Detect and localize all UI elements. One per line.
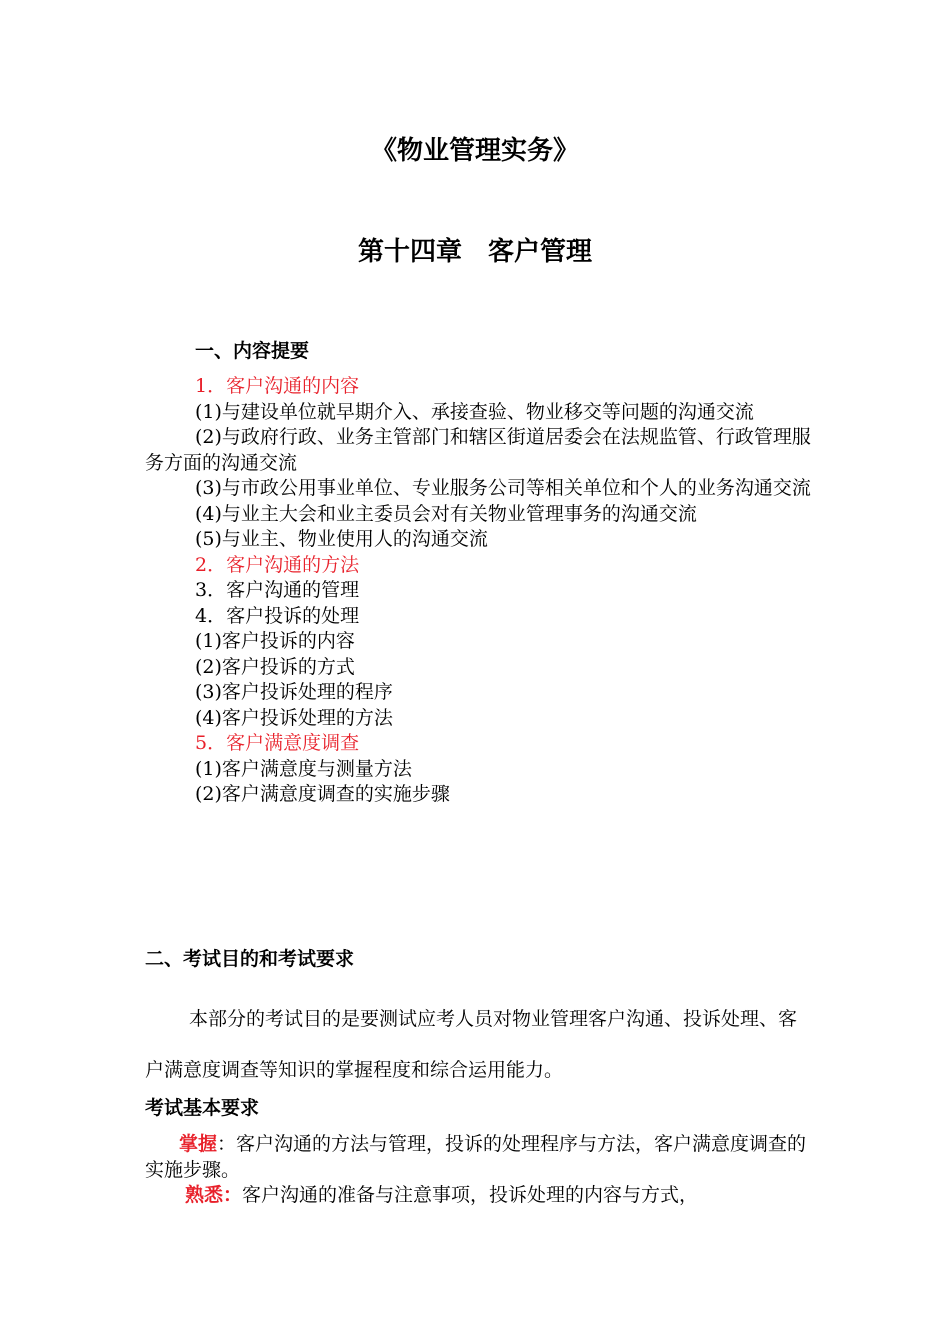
requirement-text-master: ：客户沟通的方法与管理，投诉的处理程序与方法，客户满意度调查的实施步骤。: [145, 1133, 807, 1181]
exam-purpose-paragraph: 本部分的考试目的是要测试应考人员对物业管理客户沟通、投诉处理、客户满意度调查等知识的掌握程度和综合运用能力。: [145, 1008, 798, 1081]
chapter-title: 第十四章 客户管理: [357, 237, 592, 267]
outline-item: (1)与建设单位就早期介入、承接查验、物业移交等问题的沟通交流: [195, 400, 754, 423]
outline-item: (5)与业主、物业使用人的沟通交流: [195, 528, 488, 550]
requirement-familiar: [145, 1183, 815, 1209]
outline-item: 3．客户沟通的管理: [195, 579, 360, 601]
document-title: 《物业管理实务》: [370, 136, 579, 166]
outline-item: (4)客户投诉处理的方法: [195, 706, 393, 729]
outline-item: (3)与市政公用事业单位、专业服务公司等相关单位和个人的业务沟通交流: [195, 477, 811, 499]
outline-item: (1)客户投诉的内容: [195, 630, 355, 652]
section-heading-exam: 二、考试目的和考试要求: [145, 948, 355, 970]
outline-item: (2)客户投诉的方式: [195, 655, 355, 678]
outline-item: 1．客户沟通的内容: [195, 375, 360, 397]
requirement-label-master: 掌握: [179, 1133, 218, 1155]
outline-item: (2)与政府行政、业务主管部门和辖区街道居委会在法规监管、行政管理服务方面的沟通交流: [145, 426, 811, 474]
outline-item: (4)与业主大会和业主委员会对有关物业管理事务的沟通交流: [195, 502, 697, 525]
content-outline: [145, 374, 815, 808]
outline-item: (2)客户满意度调查的实施步骤: [195, 783, 450, 805]
outline-item: (1)客户满意度与测量方法: [195, 757, 412, 780]
outline-item: 4．客户投诉的处理: [195, 604, 360, 627]
section-heading-summary: 一、内容提要: [195, 340, 310, 362]
outline-item: (3)客户投诉处理的程序: [195, 681, 393, 703]
outline-item: 2．客户沟通的方法: [195, 553, 360, 576]
requirements-list: [145, 1132, 815, 1209]
requirements-heading: 考试基本要求: [145, 1097, 260, 1119]
outline-item: 5．客户满意度调查: [195, 732, 360, 754]
requirement-label-familiar: 熟悉：: [185, 1184, 243, 1206]
requirement-text-familiar: 客户沟通的准备与注意事项，投诉处理的内容与方式，: [242, 1184, 699, 1206]
requirement-master: [145, 1132, 815, 1183]
